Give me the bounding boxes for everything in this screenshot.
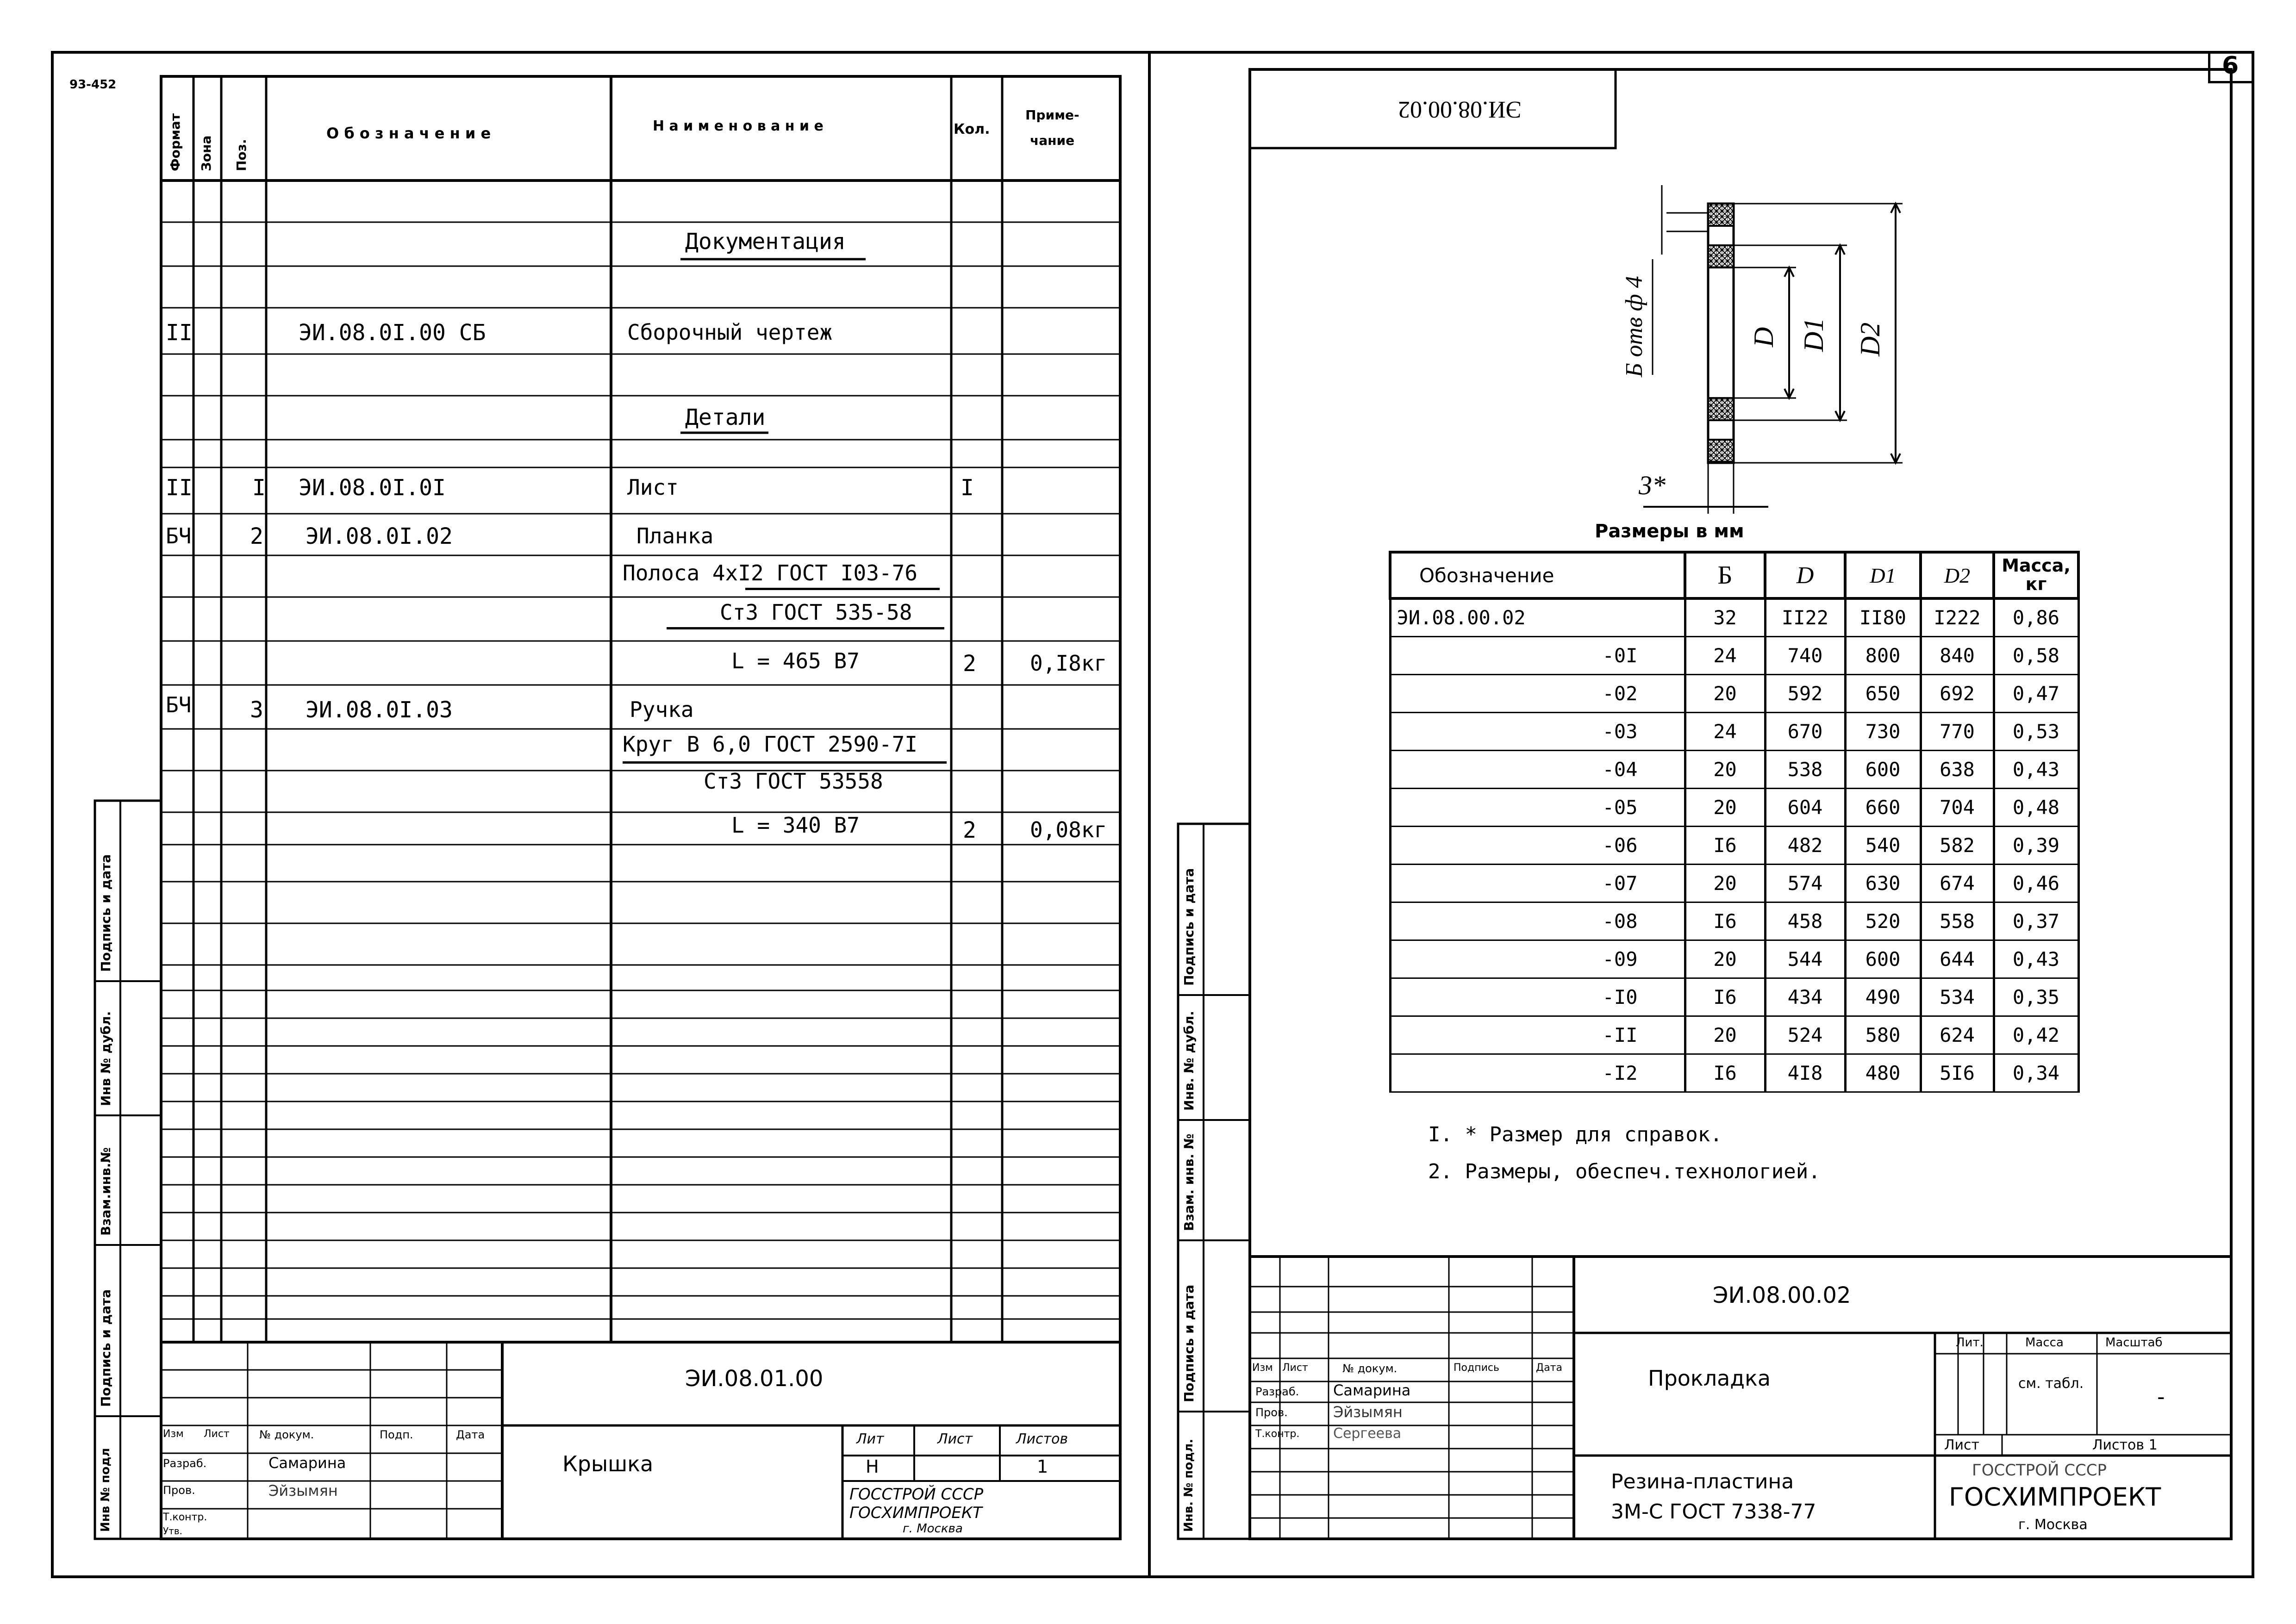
d2-length: L = 465 B7 [731, 648, 860, 673]
dimensions-table [1389, 551, 2080, 1093]
dim-cell-value: 0,42 [1994, 1016, 2078, 1054]
dim-cell-designation: -04 [1390, 750, 1685, 788]
dim-cell-designation: -09 [1390, 940, 1685, 978]
dim-cell-value: 0,35 [1994, 978, 2078, 1016]
right-name-3: Сергеева [1333, 1425, 1402, 1442]
right-name-1: Самарина [1333, 1381, 1411, 1399]
d1-qty: I [961, 475, 974, 501]
left-side-vzam: Взам.инв.№ [98, 1147, 113, 1236]
dim-cell-value: 20 [1685, 940, 1765, 978]
th-d: D [1765, 552, 1845, 598]
right-role-1: Разраб. [1255, 1385, 1299, 1398]
dim-row [1390, 636, 2078, 674]
th-d2: D2 [1921, 552, 1994, 598]
d2-material-2: Ст3 ГОСТ 535-58 [720, 600, 912, 625]
d3-material-2: Ст3 ГОСТ 53558 [704, 769, 883, 794]
left-role-4: Утв. [163, 1525, 182, 1537]
left-name-2: Эйзымян [268, 1482, 338, 1500]
left-role-3: Т.контр. [163, 1512, 207, 1523]
col-header-note-2: чание [1030, 133, 1075, 148]
doc-designation: ЭИ.08.0I.00 СБ [299, 320, 486, 346]
dim-cell-value: I6 [1685, 902, 1765, 940]
th-mass: Масса, кг [1994, 552, 2078, 598]
left-city: г. Москва [903, 1522, 963, 1536]
dim-cell-value: 650 [1845, 674, 1921, 712]
dim-cell-value: 600 [1845, 750, 1921, 788]
dim-row [1390, 598, 2078, 636]
right-col-sign: Подпись [1454, 1362, 1499, 1374]
left-lit-value: Н [866, 1456, 879, 1477]
note-2: 2. Размеры, обеспеч.технологией. [1428, 1160, 1821, 1183]
dim-cell-value: 600 [1845, 940, 1921, 978]
right-org-2: ГОСХИМПРОЕКТ [1949, 1482, 2161, 1512]
dim-cell-value: 32 [1685, 598, 1765, 636]
d3-name: Ручка [630, 697, 694, 722]
dim-cell-value: 580 [1845, 1016, 1921, 1054]
right-side-sign-date: Подпись и дата [1181, 868, 1197, 986]
dim-cell-value: 520 [1845, 902, 1921, 940]
dim-cell-value: 20 [1685, 674, 1765, 712]
dim-cell-designation: -II [1390, 1016, 1685, 1054]
right-city: г. Москва [2018, 1517, 2088, 1533]
dim-cell-value: 692 [1921, 674, 1994, 712]
note-1: I. * Размер для справок. [1428, 1123, 1722, 1146]
stamp-left: 93-452 [69, 78, 117, 92]
left-lit-label: Лит [856, 1431, 884, 1447]
right-name-2: Эйзымян [1333, 1403, 1403, 1421]
dim-cell-value: 730 [1845, 712, 1921, 750]
right-mass-value: см. табл. [2018, 1375, 2084, 1392]
col-header-zone: Зона [199, 135, 214, 171]
dim-row [1390, 940, 2078, 978]
th-designation: Обозначение [1390, 552, 1685, 598]
d2-designation: ЭИ.08.0I.02 [306, 523, 453, 549]
dim-cell-value: 670 [1765, 712, 1845, 750]
dim-cell-value: 0,46 [1994, 864, 2078, 902]
right-title-code: ЭИ.08.00.02 [1713, 1282, 1851, 1308]
dim-cell-designation: -02 [1390, 674, 1685, 712]
dim-cell-value: 674 [1921, 864, 1994, 902]
right-side-vzam: Взам. инв. № [1181, 1133, 1197, 1231]
dim-cell-value: 480 [1845, 1054, 1921, 1092]
dim-cell-value: 20 [1685, 864, 1765, 902]
dim-row [1390, 750, 2078, 788]
dim-cell-value: 574 [1765, 864, 1845, 902]
right-col-izm: Изм [1252, 1362, 1273, 1374]
col-header-pos: Поз. [234, 139, 249, 171]
right-lit-label: Лит. [1956, 1336, 1984, 1350]
right-sheets-label: Листов 1 [2092, 1437, 2158, 1453]
dim-cell-designation: -05 [1390, 788, 1685, 826]
sizes-caption: Размеры в мм [1595, 521, 1744, 542]
d1-name: Лист [627, 475, 679, 500]
dim-cell-designation: -0I [1390, 636, 1685, 674]
dim-cell-value: 0,37 [1994, 902, 2078, 940]
dim-cell-value: 0,43 [1994, 750, 2078, 788]
right-side-sign-date-2: Подпись и дата [1181, 1284, 1197, 1402]
d2-note: 0,I8кг [1030, 651, 1107, 676]
right-title-name: Прокладка [1648, 1366, 1771, 1391]
left-col-date: Дата [456, 1428, 485, 1441]
dim-cell-value: 624 [1921, 1016, 1994, 1054]
col-header-designation: О б о з н а ч е н и е [326, 124, 491, 142]
dim-cell-value: II22 [1765, 598, 1845, 636]
dim-cell-value: 0,86 [1994, 598, 2078, 636]
col-header-qty: Кол. [954, 121, 990, 137]
dim-cell-value: II80 [1845, 598, 1921, 636]
dim-cell-value: 704 [1921, 788, 1994, 826]
th-b: Б [1685, 552, 1765, 598]
dim-row [1390, 1016, 2078, 1054]
left-name-1: Самарина [268, 1454, 346, 1472]
right-col-doc: № докум. [1342, 1362, 1398, 1375]
left-title-name: Крышка [562, 1451, 654, 1476]
right-mass-label: Масса [2025, 1336, 2064, 1350]
drawing-label-b: Б отв ф 4 [1621, 276, 1647, 377]
d2-qty: 2 [963, 651, 976, 677]
dim-cell-value: 558 [1921, 902, 1994, 940]
dim-cell-designation: ЭИ.08.00.02 [1390, 598, 1685, 636]
drawing-label-d2: D2 [1855, 322, 1885, 356]
right-material-2: 3M-C ГОСТ 7338-77 [1611, 1500, 1816, 1524]
dim-cell-value: 5I6 [1921, 1054, 1994, 1092]
dim-cell-value: 800 [1845, 636, 1921, 674]
dim-cell-value: 524 [1765, 1016, 1845, 1054]
d3-format: БЧ [166, 692, 192, 717]
right-role-2: Пров. [1255, 1406, 1288, 1419]
right-sheet-label: Лист [1944, 1437, 1980, 1453]
col-header-note-1: Приме- [1025, 107, 1079, 123]
d2-material-1: Полоса 4хI2 ГОСТ I03-76 [623, 560, 917, 585]
left-side-sign-date-2: Подпись и дата [98, 1289, 113, 1407]
d3-designation: ЭИ.08.0I.03 [306, 697, 453, 723]
drawing-label-d: D [1748, 327, 1779, 347]
dim-cell-designation: -I0 [1390, 978, 1685, 1016]
dim-cell-value: 4I8 [1765, 1054, 1845, 1092]
right-material-1: Резина-пластина [1611, 1470, 1794, 1493]
right-scale-label: Масштаб [2105, 1336, 2163, 1350]
left-sheets-value: 1 [1037, 1456, 1048, 1477]
left-col-sign: Подп. [380, 1428, 413, 1441]
left-side-sign-date: Подпись и дата [98, 854, 113, 972]
left-org-1: ГОССТРОЙ СССР [849, 1485, 984, 1504]
dim-cell-designation: -07 [1390, 864, 1685, 902]
dim-cell-value: 458 [1765, 902, 1845, 940]
right-role-3: Т.контр. [1255, 1428, 1300, 1440]
dim-row [1390, 978, 2078, 1016]
dim-cell-value: 660 [1845, 788, 1921, 826]
th-d1: D1 [1845, 552, 1921, 598]
drawing-label-3: 3* [1639, 470, 1666, 500]
dim-row [1390, 712, 2078, 750]
d1-pos: I [252, 475, 266, 501]
dim-cell-value: 0,53 [1994, 712, 2078, 750]
right-side-inv-dup: Инв. № дубл. [1181, 1011, 1197, 1111]
drawing-label-d1: D1 [1798, 317, 1829, 352]
dim-cell-value: 0,58 [1994, 636, 2078, 674]
d3-length: L = 340 B7 [731, 813, 860, 838]
dim-cell-value: 20 [1685, 1016, 1765, 1054]
dim-cell-value: 0,48 [1994, 788, 2078, 826]
dim-cell-value: 740 [1765, 636, 1845, 674]
d2-name: Планка [636, 523, 714, 548]
dim-cell-value: 770 [1921, 712, 1994, 750]
d3-note: 0,08кг [1030, 817, 1107, 842]
dim-cell-value: 20 [1685, 788, 1765, 826]
dim-cell-value: 540 [1845, 826, 1921, 864]
d1-format: II [166, 475, 193, 501]
dim-row [1390, 864, 2078, 902]
d3-material-1: Круг В 6,0 ГОСТ 2590-7I [623, 732, 917, 757]
dim-cell-value: 538 [1765, 750, 1845, 788]
left-side-inv-orig: Инв № подл [99, 1448, 112, 1532]
dim-cell-value: 0,47 [1994, 674, 2078, 712]
left-sheets-label: Листов [1016, 1431, 1068, 1447]
right-code-rotated: ЭИ.08.00.02 [1398, 96, 1522, 123]
dim-cell-value: 24 [1685, 636, 1765, 674]
dim-cell-value: I6 [1685, 978, 1765, 1016]
dim-cell-value: 482 [1765, 826, 1845, 864]
dim-cell-value: 644 [1921, 940, 1994, 978]
dim-cell-value: I222 [1921, 598, 1994, 636]
dim-cell-value: 630 [1845, 864, 1921, 902]
dim-row [1390, 1054, 2078, 1092]
dim-cell-designation: -03 [1390, 712, 1685, 750]
dim-cell-value: 534 [1921, 978, 1994, 1016]
dim-cell-designation: -I2 [1390, 1054, 1685, 1092]
dim-row [1390, 826, 2078, 864]
dim-row [1390, 788, 2078, 826]
left-title-code: ЭИ.08.01.00 [685, 1366, 824, 1392]
right-org-1: ГОССТРОЙ СССР [1972, 1461, 2107, 1480]
dim-cell-value: 0,39 [1994, 826, 2078, 864]
dim-cell-value: 24 [1685, 712, 1765, 750]
right-side-inv-orig: Инв. № подл. [1182, 1438, 1196, 1532]
dim-cell-value: 582 [1921, 826, 1994, 864]
dim-cell-value: I6 [1685, 1054, 1765, 1092]
dim-cell-value: 638 [1921, 750, 1994, 788]
dim-cell-value: 434 [1765, 978, 1845, 1016]
right-scale-value: - [2157, 1384, 2165, 1409]
left-role-1: Разраб. [163, 1457, 207, 1470]
left-side-inv-dup: Инв № дубл. [98, 1011, 113, 1106]
d1-designation: ЭИ.08.0I.0I [299, 475, 446, 501]
d3-pos: 3 [250, 697, 263, 723]
dim-cell-value: 20 [1685, 750, 1765, 788]
left-role-2: Пров. [163, 1484, 195, 1497]
d2-pos: 2 [250, 523, 263, 549]
section-documentation: Документация [685, 229, 846, 255]
dim-cell-value: 604 [1765, 788, 1845, 826]
doc-name: Сборочный чертеж [627, 320, 833, 345]
dim-cell-value: 592 [1765, 674, 1845, 712]
page-number: 6 [2222, 52, 2239, 80]
dim-cell-value: 0,43 [1994, 940, 2078, 978]
right-col-date: Дата [1536, 1362, 1562, 1374]
dim-cell-value: I6 [1685, 826, 1765, 864]
left-col-list: Лист [204, 1428, 230, 1440]
doc-format: II [166, 320, 193, 346]
dim-cell-value: 490 [1845, 978, 1921, 1016]
left-org-2: ГОСХИМПРОЕКТ [849, 1504, 982, 1522]
d2-format: БЧ [166, 523, 192, 548]
dim-cell-value: 0,34 [1994, 1054, 2078, 1092]
col-header-format: Формат [168, 113, 183, 171]
left-col-izm: Изм [163, 1428, 184, 1440]
section-details: Детали [685, 404, 766, 430]
col-header-name: Н а и м е н о в а н и е [653, 118, 824, 134]
dim-row [1390, 902, 2078, 940]
dim-cell-value: 544 [1765, 940, 1845, 978]
left-sheet-label: Лист [937, 1431, 973, 1447]
left-col-doc: № докум. [259, 1428, 314, 1441]
right-col-list: Лист [1282, 1362, 1308, 1374]
dim-cell-value: 840 [1921, 636, 1994, 674]
d3-qty: 2 [963, 817, 976, 843]
dim-cell-designation: -08 [1390, 902, 1685, 940]
dim-cell-designation: -06 [1390, 826, 1685, 864]
dim-row [1390, 674, 2078, 712]
